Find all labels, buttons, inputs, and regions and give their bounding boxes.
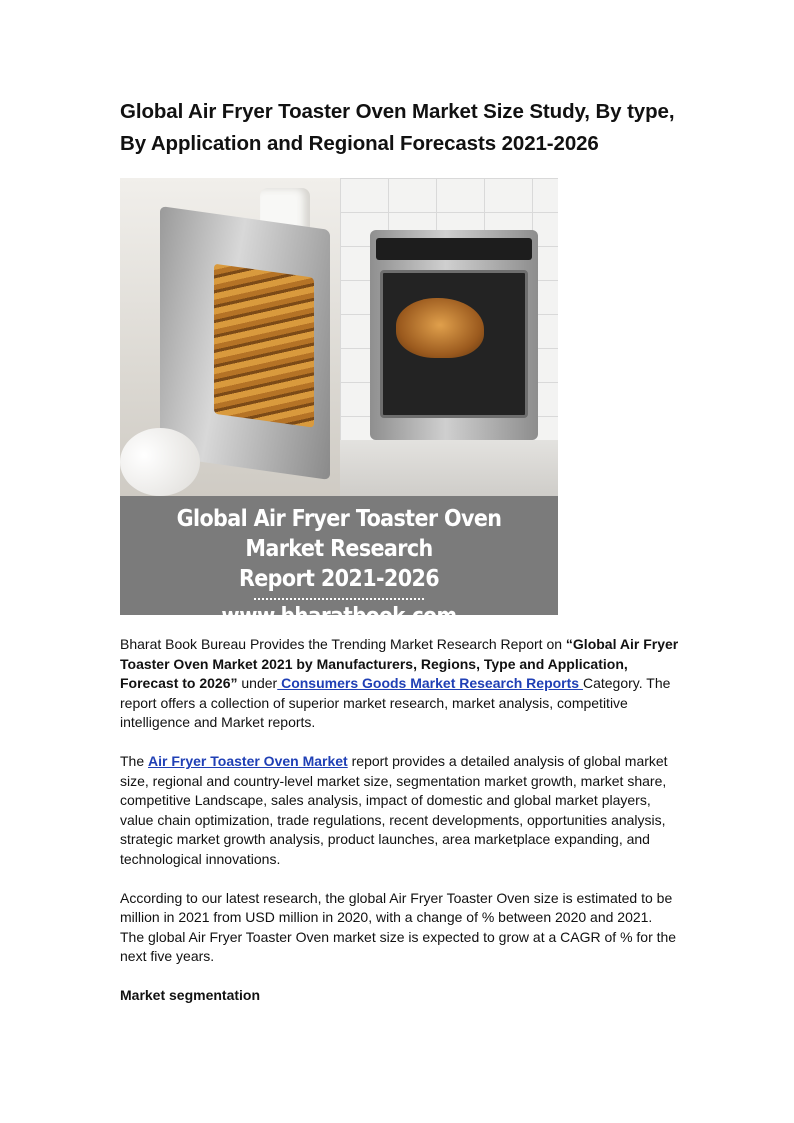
control-panel [376,238,532,260]
document-page [120,96,680,1006]
intro-paragraph [120,635,680,733]
banner-url: www.bharatbook.com [221,604,457,629]
research-paragraph: According to our latest research, the global Air Fryer Toaster Oven size is estimated to be million in 2021 from USD million in 2020, with a change of % between 2020 and 2021. The global Air Fryer Toaster Oven market size is expected to grow at a CAGR of % for the next five years. [120,889,677,965]
kitchen-photo-left [120,178,340,496]
category-link[interactable]: Consumers Goods Market Research Reports [277,675,583,692]
banner-divider [254,598,424,600]
report-name: “Global Air Fryer Toaster Oven Market 2021 by Manufacturers, Regions, Type and Application, Forecast to 2026” [120,636,679,692]
countertop [340,440,558,496]
fries-tray-image [214,264,314,428]
analysis-suffix: report provides a detailed analysis of global market size, regional and country-level market size, segmentation market growth, market share, competitive Landscape, sales analysis, impact of domestic and global market players, value chain optimization, trade regulations, recent developments, opportunities analysis, strategic market growth analysis, product launches, area marketplace expanding, and technological innovations. [120,752,668,867]
intro-prefix: Bharat Book Bureau Provides the Trending Market Research Report on [120,636,566,652]
banner-title-line2: Report 2021-2026 [238,566,440,592]
roast-chicken-image [396,298,484,358]
closed-oven-image [370,230,538,440]
banner-title-line1: Global Air Fryer Toaster Oven Market Research [176,506,502,562]
segmentation-heading: Market segmentation [120,986,261,1003]
product-image [120,178,558,629]
analysis-prefix: The [120,752,149,769]
analysis-paragraph [120,752,680,870]
intro-under: under [237,675,278,692]
market-link[interactable]: Air Fryer Toaster Oven Market [148,752,348,769]
plate-image [120,428,200,496]
image-banner [120,496,558,629]
page-title: Global Air Fryer Toaster Oven Market Size Study, By type, By Application and Regional Forecasts 2021-2026 [120,100,675,155]
intro-suffix: Category. The report offers a collection of superior market research, market analysis, competitive intelligence and Market reports. [120,675,671,731]
